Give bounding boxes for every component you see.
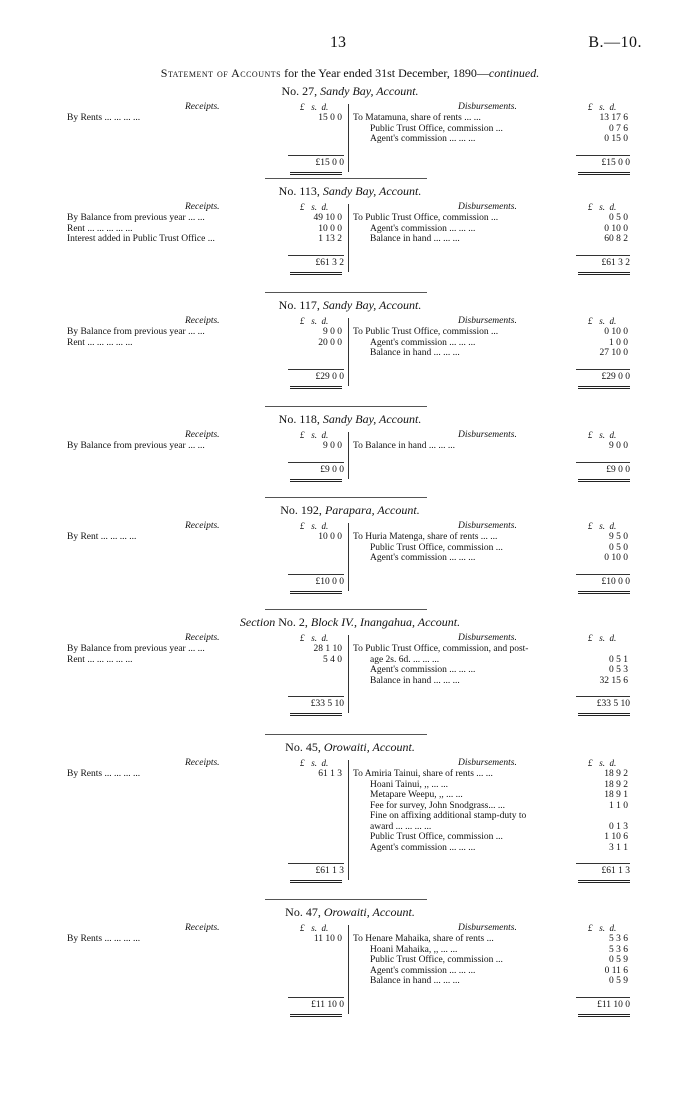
disbursement-amount: 0 5 9 (609, 976, 628, 986)
receipt-line: By Rents ... ... ... ... (67, 769, 141, 779)
receipt-amount: 9 0 0 (323, 441, 342, 451)
disbursements-total: £61 1 3 (601, 866, 630, 876)
disbursement-amount: 13 17 6 (599, 113, 628, 123)
receipts-total: £11 10 0 (311, 999, 344, 1010)
disbursements-header: Disbursements. (458, 521, 517, 531)
disbursement-amount: 0 5 0 (609, 213, 628, 223)
total-double-rule-left (290, 172, 342, 175)
disbursement-amount: 0 15 0 (604, 134, 628, 144)
subtotal-rule-left (288, 574, 344, 575)
account-number: No. 27, (281, 84, 321, 98)
receipt-line: By Balance from previous year ... ... (67, 644, 205, 654)
account-number: No. 2, (278, 615, 311, 629)
receipt-amount: 28 1 10 (313, 644, 342, 654)
total-double-rule-right (578, 1014, 630, 1017)
total-double-rule-right (578, 713, 630, 716)
disbursement-line: age 2s. 6d. ... ... ... (370, 654, 440, 665)
account-title (0, 84, 700, 99)
account-number: No. 117, (278, 298, 323, 312)
receipts-lsd-header: £ s. d. (300, 102, 329, 112)
receipts-total: £33 5 10 (310, 699, 344, 709)
account-title (0, 298, 700, 313)
disbursement-line: To Public Trust Office, commission ... (353, 327, 499, 337)
receipt-amount: 10 0 0 (318, 223, 342, 234)
receipt-line: Interest added in Public Trust Office ... (67, 234, 215, 244)
disbursement-line: Metapare Weepu, ,, ... ... (370, 790, 463, 800)
account-title (0, 503, 700, 518)
receipts-header: Receipts. (185, 430, 220, 440)
receipt-amount: 15 0 0 (318, 113, 342, 123)
disbursements-header: Disbursements. (458, 430, 517, 440)
section-separator (265, 292, 427, 293)
total-double-rule-left (290, 713, 342, 716)
page-number: 13 (330, 34, 346, 51)
receipts-lsd-header: £ s. d. (300, 521, 329, 531)
disbursements-lsd-header: £ s. d. (588, 923, 617, 933)
disbursements-header: Disbursements. (458, 923, 517, 933)
account-name: Block IV., Inangahua, Account. (310, 615, 461, 629)
section-separator (265, 178, 427, 179)
column-divider (348, 523, 349, 591)
receipt-line: By Rents ... ... ... ... (67, 113, 141, 123)
account-name: Orowaiti, Account. (323, 905, 415, 919)
receipts-header: Receipts. (185, 316, 220, 326)
receipts-lsd-header: £ s. d. (300, 202, 329, 212)
disbursement-amount: 0 10 0 (604, 327, 628, 337)
disbursements-total: £10 0 0 (601, 576, 630, 587)
disbursements-total: £61 3 2 (601, 257, 630, 268)
receipts-total: £61 1 3 (315, 866, 344, 876)
disbursement-amount: 5 3 6 (609, 934, 628, 944)
subtotal-rule-right (576, 369, 630, 370)
disbursements-lsd-header: £ s. d. (588, 202, 617, 212)
account-title (0, 615, 700, 630)
receipt-amount: 49 10 0 (313, 213, 342, 223)
receipts-header: Receipts. (185, 102, 220, 112)
account-title (0, 412, 700, 427)
disbursement-line: Balance in hand ... ... ... (370, 976, 460, 986)
disbursement-line: Agent's commission ... ... ... (370, 842, 476, 853)
account-number: No. 192, (280, 503, 325, 517)
section-separator (265, 899, 427, 900)
disbursement-line: To Balance in hand ... ... ... (353, 441, 455, 451)
disbursements-lsd-header: £ s. d. (588, 430, 617, 440)
section-separator (265, 406, 427, 407)
receipt-line: By Rents ... ... ... ... (67, 934, 141, 944)
receipts-header: Receipts. (185, 758, 220, 768)
total-double-rule-right (578, 272, 630, 275)
disbursement-amount: 0 10 0 (604, 553, 628, 563)
disbursement-amount: 0 5 0 (609, 542, 628, 553)
account-title-prefix: Section (239, 615, 279, 629)
disbursement-amount: 1 0 0 (609, 337, 628, 348)
total-double-rule-right (578, 591, 630, 594)
section-separator (265, 497, 427, 498)
disbursement-amount: 32 15 6 (599, 675, 628, 686)
receipt-amount: 20 0 0 (318, 337, 342, 348)
account-name: Orowaiti, Account. (323, 740, 415, 754)
subtotal-rule-left (288, 255, 344, 256)
column-divider (348, 635, 349, 713)
disbursement-amount: 0 10 0 (604, 223, 628, 234)
total-double-rule-left (290, 591, 342, 594)
disbursement-amount: 18 9 2 (604, 769, 628, 779)
disbursement-amount: 1 1 0 (609, 800, 628, 811)
total-double-rule-left (290, 272, 342, 275)
disbursement-line: Balance in hand ... ... ... (370, 234, 460, 244)
account-number: No. 113, (278, 184, 323, 198)
disbursements-total: £33 5 10 (596, 699, 630, 709)
receipt-line: Rent ... ... ... ... ... (67, 337, 133, 348)
account-name: Sandy Bay, Account. (322, 298, 422, 312)
receipts-header: Receipts. (185, 202, 220, 212)
disbursements-header: Disbursements. (458, 758, 517, 768)
receipt-line: By Rent ... ... ... ... (67, 532, 137, 542)
receipts-total: £15 0 0 (315, 157, 344, 168)
subtotal-rule-left (288, 369, 344, 370)
disbursement-line: Fee for survey, John Snodgrass... ... (370, 800, 506, 811)
total-double-rule-left (290, 386, 342, 389)
disbursement-line: To Public Trust Office, commission, and post- (353, 644, 529, 654)
disbursement-amount: 0 5 1 (609, 654, 628, 665)
disbursements-lsd-header: £ s. d. (588, 102, 617, 112)
account-name: Sandy Bay, Account. (322, 184, 422, 198)
receipt-amount: 1 13 2 (318, 234, 342, 244)
total-double-rule-right (578, 880, 630, 883)
total-double-rule-right (578, 479, 630, 482)
disbursement-line: Fine on affixing additional stamp-duty to (370, 811, 527, 821)
receipt-line: Rent ... ... ... ... ... (67, 223, 133, 234)
section-separator (265, 609, 427, 610)
receipts-lsd-header: £ s. d. (300, 923, 329, 933)
receipt-line: By Balance from previous year ... ... (67, 213, 205, 223)
account-title (0, 740, 700, 755)
page-header (0, 34, 700, 54)
disbursements-total: £9 0 0 (606, 464, 630, 475)
receipts-total: £29 0 0 (315, 371, 344, 382)
receipts-total: £10 0 0 (315, 576, 344, 587)
disbursements-header: Disbursements. (458, 633, 517, 643)
account-title (0, 184, 700, 199)
disbursements-lsd-header: £ s. d. (588, 316, 617, 326)
disbursement-line: Agent's commission ... ... ... (370, 134, 476, 144)
disbursements-total: £29 0 0 (601, 371, 630, 382)
disbursement-amount: 5 3 6 (609, 944, 628, 955)
disbursement-amount: 18 9 2 (604, 779, 628, 790)
disbursement-amount: 3 1 1 (609, 842, 628, 853)
subtotal-rule-right (576, 462, 630, 463)
disbursements-header: Disbursements. (458, 102, 517, 112)
disbursement-line: Balance in hand ... ... ... (370, 348, 460, 358)
disbursement-line: To Matamuna, share of rents ... ... (353, 113, 481, 123)
statement-title-rest: for the Year ended 31st December, 1890— (281, 66, 489, 80)
disbursements-lsd-header: £ s. d. (588, 633, 617, 643)
disbursement-amount: 60 8 2 (604, 234, 628, 244)
receipt-line: By Balance from previous year ... ... (67, 441, 205, 451)
receipts-lsd-header: £ s. d. (300, 633, 329, 643)
document-reference: B.—10. (588, 34, 642, 51)
subtotal-rule-left (288, 462, 344, 463)
disbursement-amount: 1 10 6 (604, 832, 628, 842)
total-double-rule-left (290, 880, 342, 883)
disbursement-line: Agent's commission ... ... ... (370, 665, 476, 675)
subtotal-rule-right (576, 574, 630, 575)
subtotal-rule-right (576, 863, 630, 864)
account-name: Parapara, Account. (324, 503, 420, 517)
disbursement-line: Agent's commission ... ... ... (370, 553, 476, 563)
disbursement-line: Agent's commission ... ... ... (370, 223, 476, 234)
disbursements-total: £11 10 0 (597, 999, 630, 1010)
disbursement-line: Agent's commission ... ... ... (370, 337, 476, 348)
disbursement-amount: 0 5 3 (609, 665, 628, 675)
account-name: Sandy Bay, Account. (320, 84, 419, 98)
disbursement-line: Balance in hand ... ... ... (370, 675, 460, 686)
disbursement-amount: 0 11 6 (604, 965, 628, 976)
total-double-rule-left (290, 479, 342, 482)
disbursements-header: Disbursements. (458, 202, 517, 212)
receipt-amount: 9 0 0 (323, 327, 342, 337)
account-title (0, 905, 700, 920)
receipt-line: By Balance from previous year ... ... (67, 327, 205, 337)
disbursements-header: Disbursements. (458, 316, 517, 326)
disbursement-amount: 0 7 6 (609, 123, 628, 134)
disbursement-line: Hoani Tainui, ,, ... ... (370, 779, 449, 790)
disbursement-amount: 9 5 0 (609, 532, 628, 542)
receipt-amount: 10 0 0 (318, 532, 342, 542)
disbursement-amount: 0 5 9 (609, 955, 628, 965)
subtotal-rule-left (288, 155, 344, 156)
disbursement-amount: 9 0 0 (609, 441, 628, 451)
column-divider (348, 318, 349, 386)
column-divider (348, 925, 349, 1014)
total-double-rule-right (578, 386, 630, 389)
disbursement-line: Agent's commission ... ... ... (370, 965, 476, 976)
statement-title-caps: Statement of Accounts (160, 66, 282, 80)
account-number: No. 45, (285, 740, 324, 754)
disbursement-amount: 18 9 1 (604, 790, 628, 800)
section-separator (265, 734, 427, 735)
disbursement-line: To Huria Matenga, share of rents ... ... (353, 532, 498, 542)
receipts-header: Receipts. (185, 521, 220, 531)
statement-title-continued: continued. (488, 66, 540, 80)
receipts-lsd-header: £ s. d. (300, 430, 329, 440)
subtotal-rule-left (288, 696, 344, 697)
disbursement-amount: 0 1 3 (609, 821, 628, 832)
receipts-total: £61 3 2 (315, 257, 344, 268)
disbursement-line: Public Trust Office, commission ... (370, 542, 503, 553)
disbursements-lsd-header: £ s. d. (588, 521, 617, 531)
subtotal-rule-right (576, 696, 630, 697)
disbursements-lsd-header: £ s. d. (588, 758, 617, 768)
disbursement-line: To Amiria Tainui, share of rents ... ... (353, 769, 493, 779)
receipts-lsd-header: £ s. d. (300, 316, 329, 326)
account-number: No. 47, (285, 905, 324, 919)
statement-title (0, 66, 700, 81)
receipt-amount: 11 10 0 (313, 934, 342, 944)
receipts-total: £9 0 0 (320, 464, 344, 475)
disbursement-line: Public Trust Office, commission ... (370, 832, 503, 842)
column-divider (348, 204, 349, 272)
receipt-amount: 61 1 3 (318, 769, 342, 779)
account-name: Sandy Bay, Account. (322, 412, 422, 426)
total-double-rule-right (578, 172, 630, 175)
receipts-header: Receipts. (185, 633, 220, 643)
receipts-header: Receipts. (185, 923, 220, 933)
column-divider (348, 432, 349, 479)
subtotal-rule-left (288, 997, 344, 998)
disbursement-line: To Public Trust Office, commission ... (353, 213, 499, 223)
receipts-lsd-header: £ s. d. (300, 758, 329, 768)
disbursement-line: Public Trust Office, commission ... (370, 123, 503, 134)
disbursement-line: To Henare Mahaika, share of rents ... (353, 934, 494, 944)
disbursement-amount: 27 10 0 (599, 348, 628, 358)
disbursements-total: £15 0 0 (601, 157, 630, 168)
account-number: No. 118, (278, 412, 323, 426)
column-divider (348, 760, 349, 880)
subtotal-rule-right (576, 155, 630, 156)
subtotal-rule-right (576, 255, 630, 256)
receipt-amount: 5 4 0 (323, 654, 342, 665)
receipt-line: Rent ... ... ... ... ... (67, 654, 133, 665)
disbursement-line: award ... ... ... ... (370, 821, 432, 832)
subtotal-rule-right (576, 997, 630, 998)
subtotal-rule-left (288, 863, 344, 864)
column-divider (348, 104, 349, 172)
total-double-rule-left (290, 1014, 342, 1017)
disbursement-line: Public Trust Office, commission ... (370, 955, 503, 965)
disbursement-line: Hoani Mahaika, ,, ... ... (370, 944, 458, 955)
